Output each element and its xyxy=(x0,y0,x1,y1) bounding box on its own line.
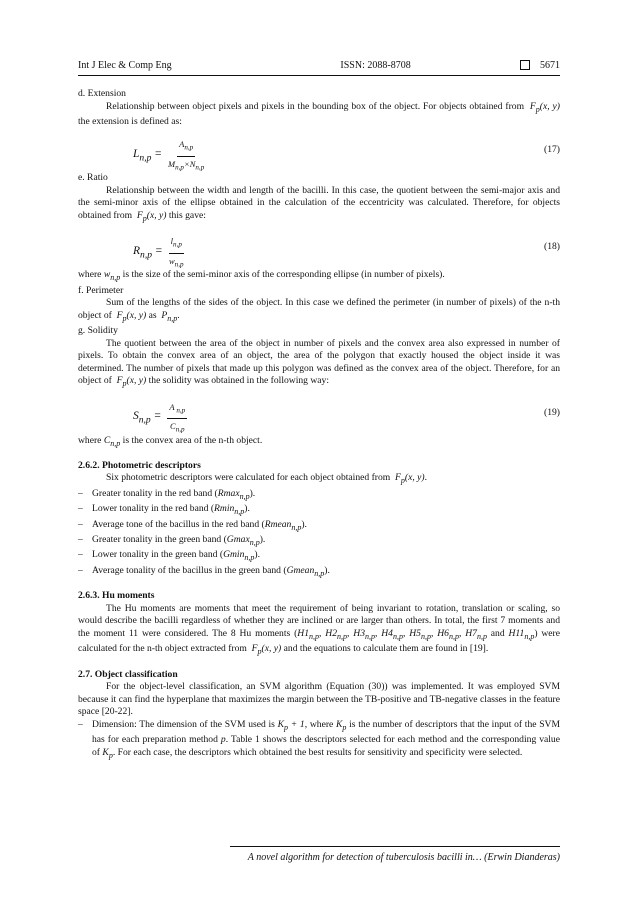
list-item: – Average tone of the bacillus in the red band (Rmean$_{n,p}$). xyxy=(78,519,560,534)
paragraph-hu-moments: The Hu moments are moments that meet the requirement of being invariant to rotation, translation or scaling, so would describe the bacilli regardless of whether they are inclined or are larger than others. In total, the first 7 moments and the moment 11 were considered. The 8 Hu moments ($H1_{n,p}$, $H2_{n,p}$, $H3_{n,p}$, $H4_{n,p}$, $H5_{n,p}$, $H6_{n,p}$, $H7_{n,p}$ and $H11_{n,p}$) were calculated for the n-th object extracted from $F_p(x$, y) and the equations to calculate them are found in [19]. xyxy=(78,602,560,657)
list-item: – Dimension: The dimension of the SVM used is $K_p + 1$, where $K_p$ is the number of descriptors that the input of the SVM has for each preparation method p. Table 1 shows the descriptors selected for each method and the corresponding value of $K_p$. For each case, the descriptors which obtained the best results for sensitivity and specificity were selected. xyxy=(78,719,560,762)
section-label-extension: d. Extension xyxy=(78,88,126,99)
section-label-solidity: g. Solidity xyxy=(78,325,118,337)
paragraph-photometric: Six photometric descriptors were calculated for each object obtained from $F_p(x$, y). xyxy=(106,472,428,486)
equation-18 xyxy=(78,231,560,269)
equation-19-number: (19) xyxy=(544,406,560,418)
list-item: – Lower tonality in the green band (Gmin$_{n,p}$). xyxy=(78,549,560,564)
paragraph-extension: Relationship between object pixels and pixels in the bounding box of the object. For objects obtained from $F_p(x$, y) the extension is defined as: xyxy=(78,100,561,127)
page-number: 5671 xyxy=(540,59,560,71)
page-footer: A novel algorithm for detection of tuberculosis bacilli in… (Erwin Dianderas) xyxy=(247,852,560,863)
checkbox-icon xyxy=(520,60,530,70)
classification-list xyxy=(78,719,560,762)
equation-18-number: (18) xyxy=(544,241,560,253)
equation-17-math: $L_{n,p}$ = $\frac{A_{n,p}}{M_{n,p}\times N_{n,p}}$ xyxy=(133,139,205,172)
issn: ISSN: 2088-8708 xyxy=(340,59,411,71)
heading-photometric: 2.6.2. Photometric descriptors xyxy=(78,459,201,471)
page-header xyxy=(78,58,560,72)
photometric-list xyxy=(78,488,560,580)
journal-name: Int J Elec & Comp Eng xyxy=(78,59,172,71)
heading-hu-moments: 2.6.3. Hu moments xyxy=(78,590,155,602)
list-item: – Lower tonality in the red band (Rmin$_{n,p}$). xyxy=(78,503,560,518)
body-text xyxy=(78,88,560,762)
list-item: – Greater tonality in the red band (Rmax$_{n,p}$). xyxy=(78,488,560,503)
paragraph-perimeter: Sum of the lengths of the sides of the object. In this case we defined the perimeter (in number of pixels) of the n-th object of $F_p(x$, y) as $P_{n,p}$. xyxy=(78,297,560,323)
paragraph-classification: For the object-level classification, an SVM algorithm (Equation (30)) was implemented. It was employed SVM because it can find the hyperplane that maximizes the margin between the TB-positive and TB-negative classes in the feature space [20-22]. xyxy=(78,681,560,718)
equation-17-number: (17) xyxy=(544,144,560,156)
list-item: – Average tonality of the bacillus in the green band (Gmean$_{n,p}$). xyxy=(78,565,560,580)
paragraph-ratio: Relationship between the width and length of the bacilli. In this case, the quotient between the semi-major axis and the semi-minor axis of the ellipse obtained in the calculation of the eccentricity was calculated. Therefore, for objects obtained from $F_p(x$, y) this gave: xyxy=(78,184,560,223)
where-ratio: where $w_{n,p}$ is the size of the semi-minor axis of the corresponding ellipse (in number of pixels). xyxy=(78,269,445,283)
equation-19-math: $S_{n,p}$ = $\frac{A _{n,p}}{C_{n,p}}$ xyxy=(133,401,186,434)
equation-18-math: $R_{n,p}$ = $\frac{l_{n,p}}{w_{n,p}}$ xyxy=(133,236,184,269)
equation-17 xyxy=(78,134,560,172)
paragraph-solidity: The quotient between the area of the object in number of pixels and the convex area also expressed in number of pixels. To obtain the convex area of an object, the area of the polygon that exactly housed the object inside it was determined. The number of pixels that made up this polygon was defined as the convex area of the object. Therefore, for an object of $F_p(x$, y) the solidity was obtained in the following way: xyxy=(78,337,560,389)
heading-object-classification: 2.7. Object classification xyxy=(78,668,178,680)
footer-rule xyxy=(230,846,560,847)
section-label-perimeter: f. Perimeter xyxy=(78,284,124,296)
equation-19 xyxy=(78,397,560,434)
list-item: – Greater tonality in the green band (Gmax$_{n,p}$). xyxy=(78,534,560,549)
section-label-ratio: e. Ratio xyxy=(78,172,108,184)
page-number-group xyxy=(520,60,561,71)
where-solidity: where $C_{n,p}$ is the convex area of the n-th object. xyxy=(78,434,263,448)
header-rule xyxy=(78,75,560,76)
